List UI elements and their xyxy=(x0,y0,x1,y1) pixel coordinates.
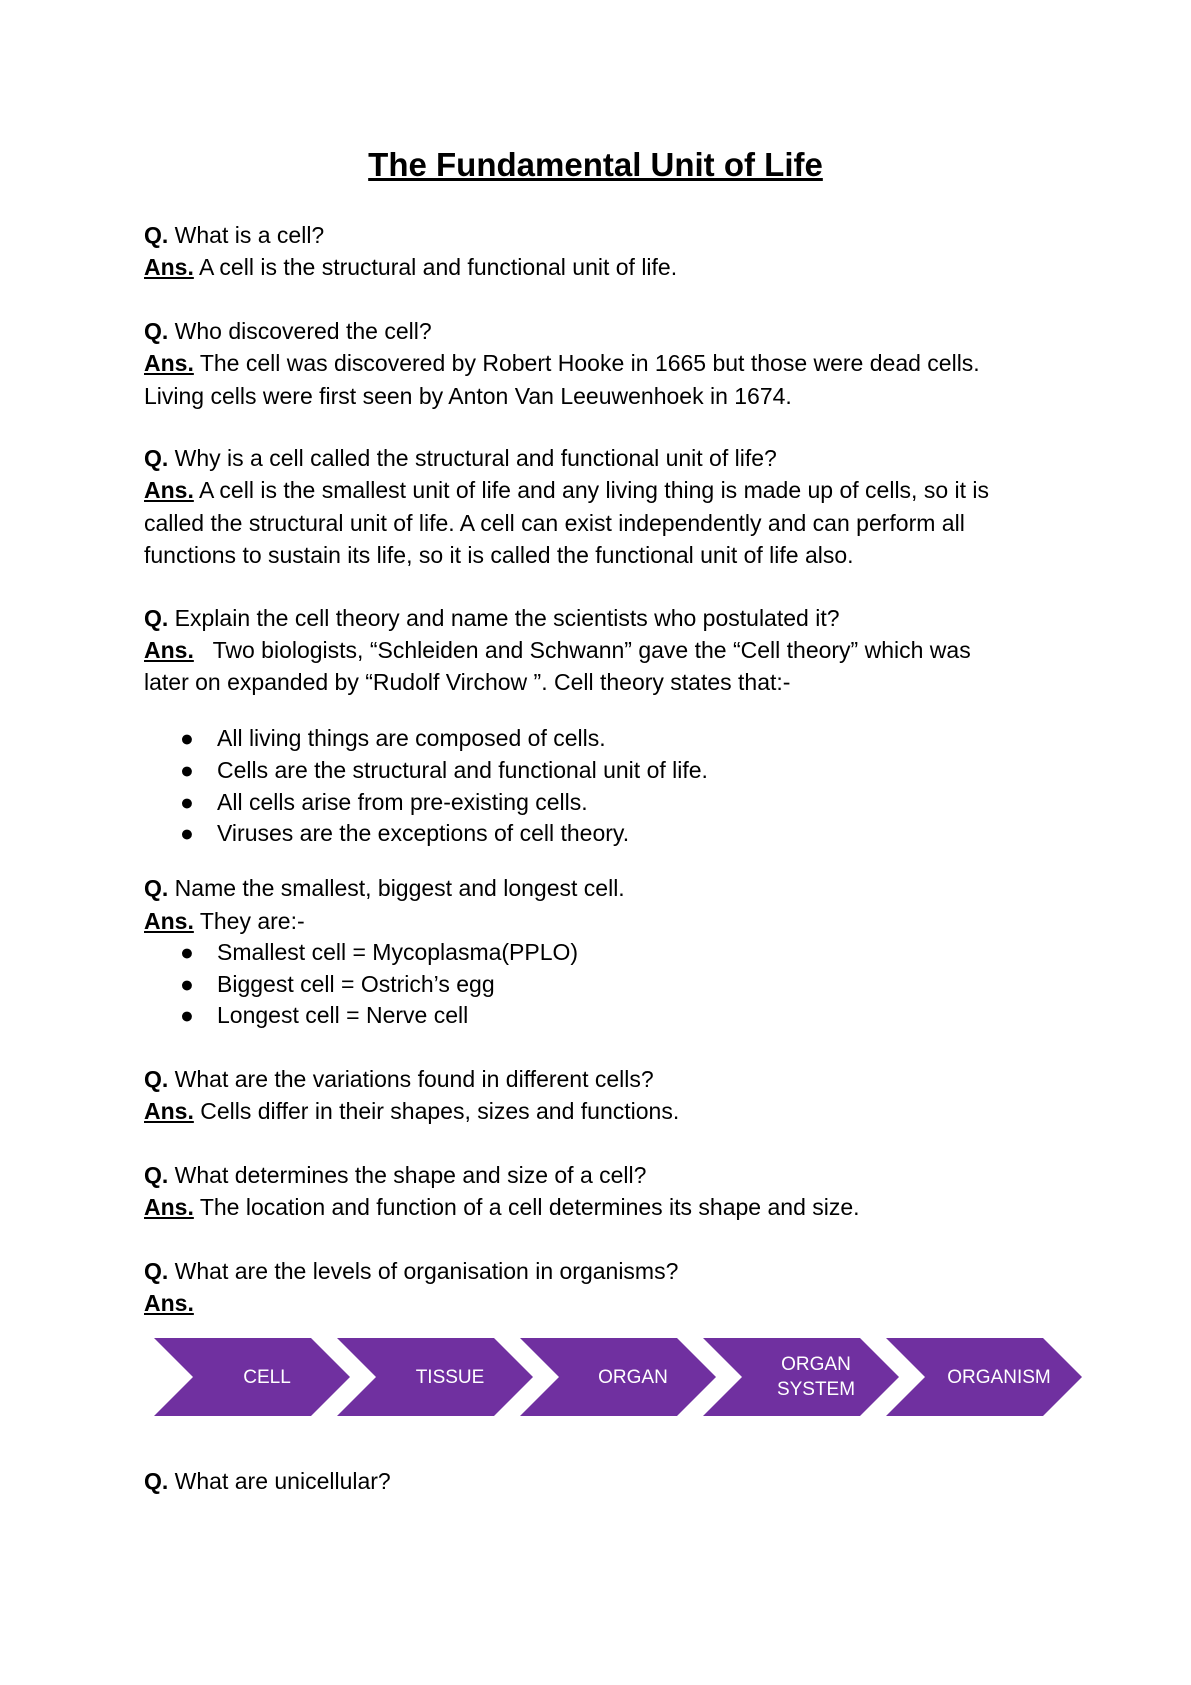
bullet-icon: ● xyxy=(180,939,194,965)
answer-3-line-3: functions to sustain its life, so it is called the functional unit of life also. xyxy=(144,542,854,568)
question-text: Name the smallest, biggest and longest cell. xyxy=(168,875,625,901)
answer-6 xyxy=(144,1095,679,1127)
bullet-icon: ● xyxy=(180,820,194,846)
question-text: What is a cell? xyxy=(168,222,325,248)
answer-2 xyxy=(144,347,980,379)
question-text: What determines the shape and size of a cell? xyxy=(168,1162,647,1188)
answer-3 xyxy=(144,474,989,506)
q-label: Q. xyxy=(144,1066,169,1092)
answer-text: They are:- xyxy=(193,908,305,934)
answer-1 xyxy=(144,251,677,283)
answer-text: The cell was discovered by Robert Hooke in 1665 but those were dead cells. xyxy=(193,350,980,376)
q-label: Q. xyxy=(144,875,169,901)
question-2 xyxy=(144,315,432,347)
ans-label: Ans. xyxy=(144,350,194,376)
answer-text: A cell is the structural and functional unit of life. xyxy=(193,254,678,280)
page-title: The Fundamental Unit of Life xyxy=(368,146,823,183)
ans-label: Ans. xyxy=(144,254,194,280)
q-label: Q. xyxy=(144,445,169,471)
level-label: ORGANISM xyxy=(947,1366,1051,1388)
question-7 xyxy=(144,1159,646,1191)
bullet-item: Biggest cell = Ostrich’s egg xyxy=(217,971,495,997)
bullet-item: Viruses are the exceptions of cell theory. xyxy=(217,820,630,846)
ans-label: Ans. xyxy=(144,1290,194,1316)
bullet-item: All living things are composed of cells. xyxy=(217,725,606,751)
level-organ xyxy=(520,1338,716,1416)
question-1 xyxy=(144,219,324,251)
answer-text: Two biologists, “Schleiden and Schwann” gave the “Cell theory” which was xyxy=(193,637,971,663)
level-organ-system xyxy=(703,1338,899,1416)
answer-5 xyxy=(144,905,305,937)
level-label: ORGAN SYSTEM xyxy=(776,1354,856,1400)
question-text: What are the levels of organisation in organisms? xyxy=(168,1258,679,1284)
q-label: Q. xyxy=(144,1468,169,1494)
level-tissue xyxy=(337,1338,533,1416)
question-5 xyxy=(144,872,625,904)
question-6 xyxy=(144,1063,654,1095)
q-label: Q. xyxy=(144,605,169,631)
answer-text: A cell is the smallest unit of life and any living thing is made up of cells, so it is xyxy=(193,477,990,503)
question-9 xyxy=(144,1465,391,1497)
q-label: Q. xyxy=(144,1162,169,1188)
ans-label: Ans. xyxy=(144,1194,194,1220)
level-label: ORGAN xyxy=(598,1366,668,1388)
ans-label: Ans. xyxy=(144,637,194,663)
bullet-icon: ● xyxy=(180,757,194,783)
answer-8 xyxy=(144,1287,194,1319)
answer-7 xyxy=(144,1191,860,1223)
answer-4 xyxy=(144,634,971,666)
bullet-item: Cells are the structural and functional unit of life. xyxy=(217,757,708,783)
bullet-item: Longest cell = Nerve cell xyxy=(217,1002,469,1028)
question-4 xyxy=(144,602,840,634)
bullet-item: All cells arise from pre-existing cells. xyxy=(217,789,588,815)
answer-3-line-2: called the structural unit of life. A cell can exist independently and can perform all xyxy=(144,510,965,536)
question-text: What are the variations found in different cells? xyxy=(168,1066,654,1092)
question-8 xyxy=(144,1255,678,1287)
q-label: Q. xyxy=(144,222,169,248)
answer-text: Cells differ in their shapes, sizes and functions. xyxy=(193,1098,680,1124)
answer-text: The location and function of a cell determines its shape and size. xyxy=(193,1194,860,1220)
ans-label: Ans. xyxy=(144,908,194,934)
bullet-icon: ● xyxy=(180,725,194,751)
q-label: Q. xyxy=(144,318,169,344)
q-label: Q. xyxy=(144,1258,169,1284)
bullet-icon: ● xyxy=(180,1002,194,1028)
question-3 xyxy=(144,442,777,474)
question-text: Explain the cell theory and name the scientists who postulated it? xyxy=(168,605,840,631)
question-text: Why is a cell called the structural and functional unit of life? xyxy=(168,445,777,471)
level-label: CELL xyxy=(243,1366,291,1388)
bullet-item: Smallest cell = Mycoplasma(PPLO) xyxy=(217,939,579,965)
answer-4-line-2: later on expanded by “Rudolf Virchow ”. Cell theory states that:- xyxy=(144,669,791,695)
question-text: What are unicellular? xyxy=(168,1468,391,1494)
question-text: Who discovered the cell? xyxy=(168,318,432,344)
ans-label: Ans. xyxy=(144,1098,194,1124)
ans-label: Ans. xyxy=(144,477,194,503)
answer-2-line-2: Living cells were first seen by Anton Van Leeuwenhoek in 1674. xyxy=(144,383,792,409)
level-label: TISSUE xyxy=(415,1366,485,1388)
level-cell xyxy=(154,1338,350,1416)
level-organism xyxy=(886,1338,1082,1416)
bullet-icon: ● xyxy=(180,971,194,997)
bullet-icon: ● xyxy=(180,789,194,815)
